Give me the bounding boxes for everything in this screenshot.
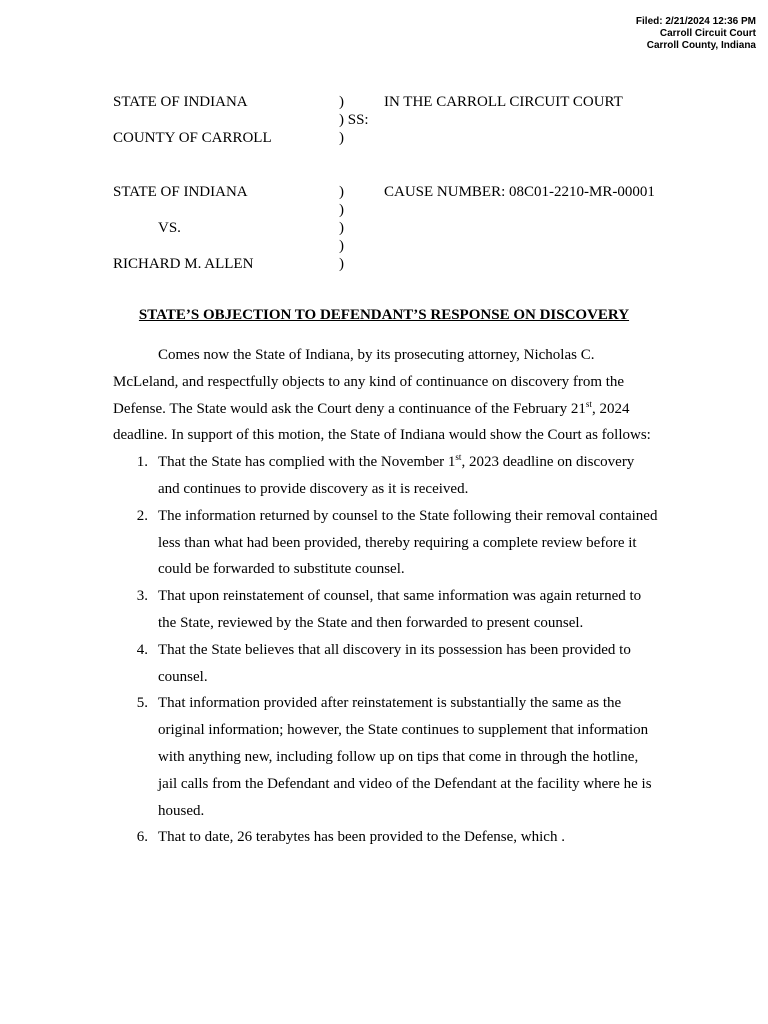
list-item — [113, 690, 658, 824]
list-item — [113, 503, 658, 583]
filing-county: Carroll County, Indiana — [646, 40, 756, 51]
item-text: That information provided after reinstatement is substantially the same as the original information; however, the State continues to supplement that information with anything new, including follow up on tips that come in through the hotline, jail calls from the Defendant and video of the Defendant at the facility where he is housed. — [158, 695, 652, 819]
case-plaintiff: STATE OF INDIANA — [113, 184, 248, 200]
item-number: 4. — [136, 641, 148, 658]
caption-ss: ) SS: — [339, 112, 369, 128]
list-item — [113, 637, 658, 691]
item-text: That the State has complied with the November 1 — [158, 454, 456, 471]
ordinal-suffix: st — [455, 452, 462, 463]
case-paren: ) — [339, 238, 344, 254]
filed-date: Filed: 2/21/2024 12:36 PM — [635, 16, 756, 27]
item-number: 3. — [136, 588, 148, 605]
document-title: STATE’S OBJECTION TO DEFENDANT’S RESPONSE ON DISCOVERY — [138, 307, 630, 323]
intro-paragraph — [113, 342, 658, 449]
case-paren: ) — [339, 220, 344, 236]
ordinal-suffix: st — [585, 398, 592, 409]
case-paren: ) — [339, 256, 344, 272]
document-body — [113, 342, 658, 851]
item-text: That to date, 26 terabytes has been provided to the Defense, which . — [158, 829, 565, 846]
caption-county: COUNTY OF CARROLL — [113, 130, 272, 146]
list-item — [113, 824, 658, 851]
list-item — [113, 449, 658, 503]
item-text: The information returned by counsel to the State following their removal contained less than what had been provided, thereby requiring a complete review before it could be forwarded to substitute counsel. — [158, 507, 658, 578]
case-defendant: RICHARD M. ALLEN — [113, 256, 254, 272]
intro-text: , 2024 deadline. In support of this motion, the State of Indiana would show the Court as follows: — [113, 400, 651, 444]
item-number: 2. — [136, 507, 148, 524]
numbered-list — [113, 449, 658, 851]
filing-court: Carroll Circuit Court — [659, 28, 756, 39]
caption-state: STATE OF INDIANA — [113, 94, 248, 110]
list-item — [113, 583, 658, 637]
caption-paren: ) — [339, 130, 344, 146]
item-text: , 2023 deadline on discovery and continues to provide discovery as it is received. — [158, 454, 635, 497]
case-versus: VS. — [158, 220, 181, 236]
item-number: 6. — [136, 829, 148, 846]
court-name: IN THE CARROLL CIRCUIT COURT — [384, 94, 623, 110]
item-text: That upon reinstatement of counsel, that same information was again returned to the State, reviewed by the State and then forwarded to present counsel. — [158, 588, 642, 631]
cause-number: CAUSE NUMBER: 08C01-2210-MR-00001 — [384, 184, 655, 200]
case-paren: ) — [339, 184, 344, 200]
item-number: 5. — [136, 695, 148, 712]
case-paren: ) — [339, 202, 344, 218]
caption-paren: ) — [339, 94, 344, 110]
intro-text: Comes now the State of Indiana, by its prosecuting attorney, Nicholas C. McLeland, and respectfully objects to any kind of continuance on discovery from the Defense. The State would ask the Court deny a continuance of the February 21 — [113, 347, 625, 417]
filing-stamp — [636, 16, 756, 52]
item-text: That the State believes that all discovery in its possession has been provided to counsel. — [158, 641, 631, 685]
item-number: 1. — [136, 454, 148, 471]
